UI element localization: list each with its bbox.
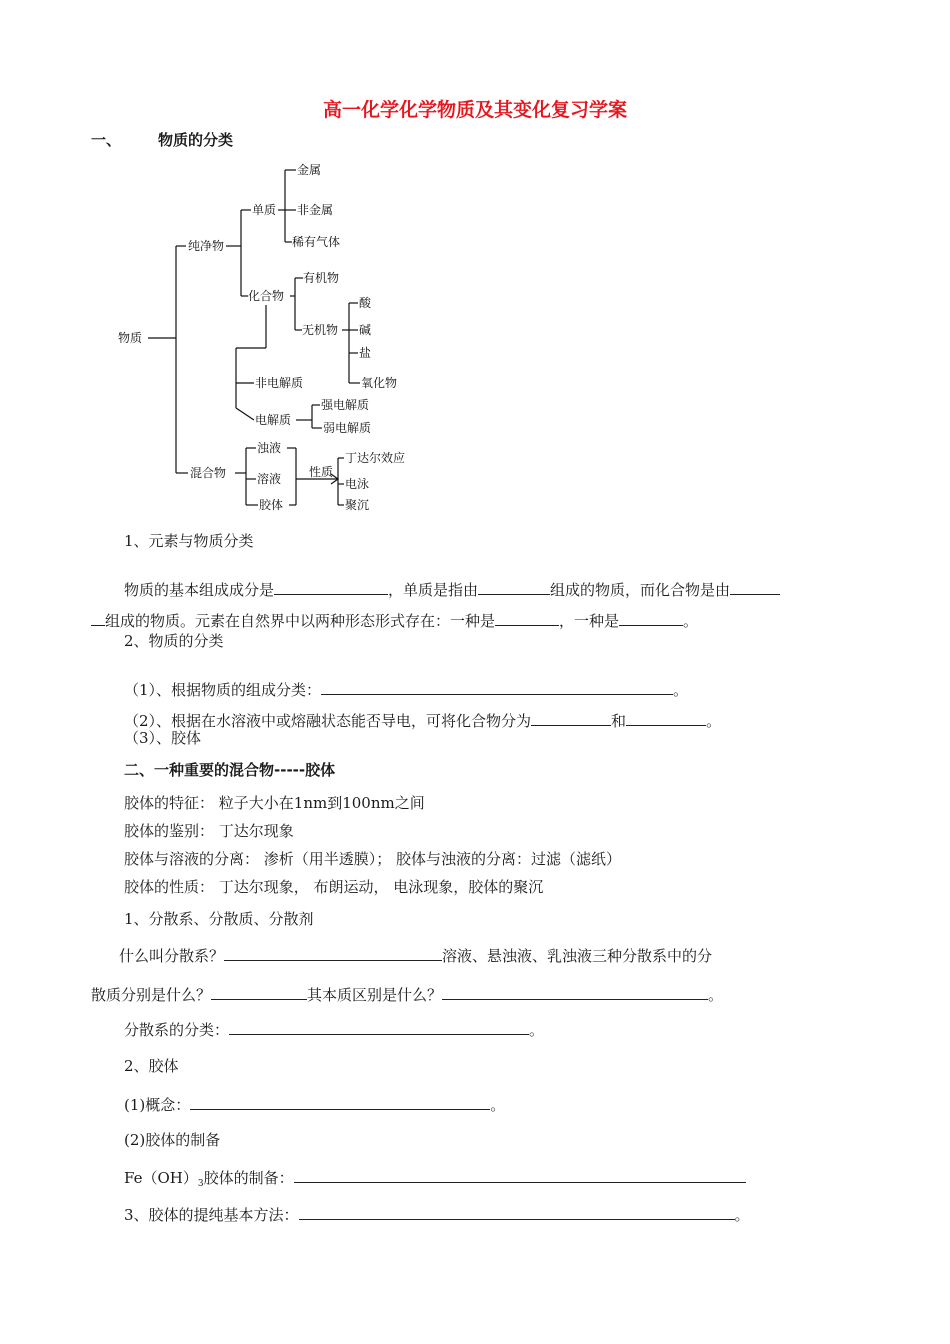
blank-form-one[interactable] <box>495 611 559 626</box>
p1-l2b: ，一种是 <box>559 612 620 630</box>
tree-node-nonmetal: 非金属 <box>297 203 334 217</box>
p1-l1b: ，单质是指由 <box>388 581 479 599</box>
s2-concept <box>124 1095 505 1114</box>
section1-heading: 物质的分类 <box>158 131 234 149</box>
tree-link <box>236 408 254 420</box>
tree-node-non-electrolyte: 非电解质 <box>255 376 304 390</box>
p2-heading: 2、物质的分类 <box>124 632 224 650</box>
fe-oh-formula: Fe（OH） <box>124 1169 198 1187</box>
tree-node-weak-electrolyte: 弱电解质 <box>323 421 372 435</box>
tree-node-salt: 盐 <box>359 346 372 360</box>
s2-preparation: (2)胶体的制备 <box>124 1131 221 1149</box>
s1-l1a: 什么叫分散系？ <box>119 947 225 965</box>
tree-node-strong-electrolyte: 强电解质 <box>321 398 370 412</box>
p2-q1 <box>124 680 688 699</box>
s1-l1b: 溶液、悬浊液、乳浊液三种分散系中的分 <box>442 947 713 965</box>
purify-label: 3、胶体的提纯基本方法： <box>124 1206 299 1224</box>
fe-oh-label: 胶体的制备： <box>203 1169 294 1187</box>
s1-line1 <box>119 946 712 965</box>
tree-node-colloid: 胶体 <box>259 498 284 512</box>
p1-l2c: 。 <box>683 612 699 630</box>
fe-oh-subscript: 3 <box>197 1179 204 1189</box>
blank-fe-oh-preparation[interactable] <box>294 1168 746 1183</box>
s2-fe-prep <box>124 1168 746 1193</box>
p1-l1c: 组成的物质，而化合物是由 <box>550 581 731 599</box>
blank-compound-def-cont[interactable] <box>91 611 105 626</box>
s2-purify <box>124 1205 750 1224</box>
p1-heading: 1、元素与物质分类 <box>124 532 254 550</box>
s2-concept-label: (1)概念： <box>124 1096 191 1114</box>
tree-node-turbid: 浊液 <box>257 441 282 455</box>
tree-node-oxide: 氧化物 <box>361 376 398 390</box>
tree-node-noble-gas: 稀有气体 <box>292 235 341 249</box>
blank-dispersion-classification[interactable] <box>229 1020 529 1035</box>
blank-basic-component[interactable] <box>274 580 388 595</box>
tree-node-tyndall: 丁达尔效应 <box>345 451 406 465</box>
tree-node-base: 碱 <box>359 323 372 337</box>
p2-q1-text: （1）、根据物质的组成分类： <box>124 681 322 699</box>
tree-node-root: 物质 <box>118 331 143 345</box>
section1-number: 一、 <box>91 131 122 149</box>
p1-line2 <box>91 611 698 630</box>
tree-node-property: 性质 <box>309 465 334 479</box>
tree-node-pure: 纯净物 <box>188 239 225 253</box>
tree-node-coagulation: 聚沉 <box>345 498 370 512</box>
blank-element-def[interactable] <box>478 580 550 595</box>
tree-node-mixture: 混合物 <box>190 466 227 480</box>
blank-compound-def[interactable] <box>730 580 780 595</box>
p2-q2-text: （2）、根据在水溶液中或熔融状态能否导电，可将化合物分为 <box>124 712 532 730</box>
s2-concept-end: 。 <box>490 1096 506 1114</box>
colloid-feature: 胶体的特征： 粒子大小在1nm到100nm之间 <box>124 794 425 812</box>
purify-end: 。 <box>734 1206 750 1224</box>
tree-node-metal: 金属 <box>297 163 322 177</box>
tree-node-element: 单质 <box>252 203 277 217</box>
tree-node-inorganic: 无机物 <box>302 323 339 337</box>
s1-heading: 1、分散系、分散质、分散剂 <box>124 910 314 928</box>
s1-l2a: 散质分别是什么？ <box>91 986 212 1004</box>
blank-electrolyte-type-two[interactable] <box>626 711 706 726</box>
colloid-identification: 胶体的鉴别： 丁达尔现象 <box>124 822 294 840</box>
colloid-properties: 胶体的性质： 丁达尔现象， 布朗运动， 电泳现象，胶体的聚沉 <box>124 878 544 896</box>
s1-l3a: 分散系的分类： <box>124 1021 230 1039</box>
p2-q3: （3）、胶体 <box>124 729 202 747</box>
blank-dispersed-phase[interactable] <box>211 985 307 1000</box>
p2-q2-end: 。 <box>706 712 722 730</box>
s1-l2b: 其本质区别是什么？ <box>307 986 443 1004</box>
p1-line1 <box>124 580 780 599</box>
classification-tree-diagram <box>0 0 950 520</box>
tree-node-solution: 溶液 <box>257 472 282 486</box>
s1-l3b: 。 <box>529 1021 545 1039</box>
p1-l1a: 物质的基本组成成分是 <box>124 581 275 599</box>
section2-heading: 二、一种重要的混合物-----胶体 <box>124 761 336 779</box>
tree-node-electrophoresis: 电泳 <box>345 477 370 491</box>
page-title: 高一化学化学物质及其变化复习学案 <box>322 99 627 121</box>
blank-purification-method[interactable] <box>299 1205 735 1220</box>
tree-node-organic: 有机物 <box>303 271 340 285</box>
p2-q1-end: 。 <box>673 681 689 699</box>
blank-form-two[interactable] <box>619 611 683 626</box>
p1-l2a: 组成的物质。元素在自然界中以两种形态形式存在：一种是 <box>105 612 496 630</box>
blank-colloid-concept[interactable] <box>190 1095 490 1110</box>
colloid-separation: 胶体与溶液的分离： 渗析（用半透膜）； 胶体与浊液的分离：过滤（滤纸） <box>124 850 622 868</box>
s1-line2 <box>91 985 723 1004</box>
tree-node-electrolyte: 电解质 <box>255 413 292 427</box>
tree-node-compound: 化合物 <box>248 289 285 303</box>
p2-q2-and: 和 <box>611 712 627 730</box>
s1-line3 <box>124 1020 544 1039</box>
tree-node-acid: 酸 <box>359 296 372 310</box>
p2-q2 <box>124 711 721 730</box>
s1-l2c: 。 <box>708 986 724 1004</box>
blank-essential-difference[interactable] <box>442 985 708 1000</box>
blank-composition-classification[interactable] <box>321 680 673 695</box>
blank-dispersion-system[interactable] <box>224 946 442 961</box>
blank-electrolyte-type-one[interactable] <box>531 711 611 726</box>
s2-heading: 2、胶体 <box>124 1057 179 1075</box>
